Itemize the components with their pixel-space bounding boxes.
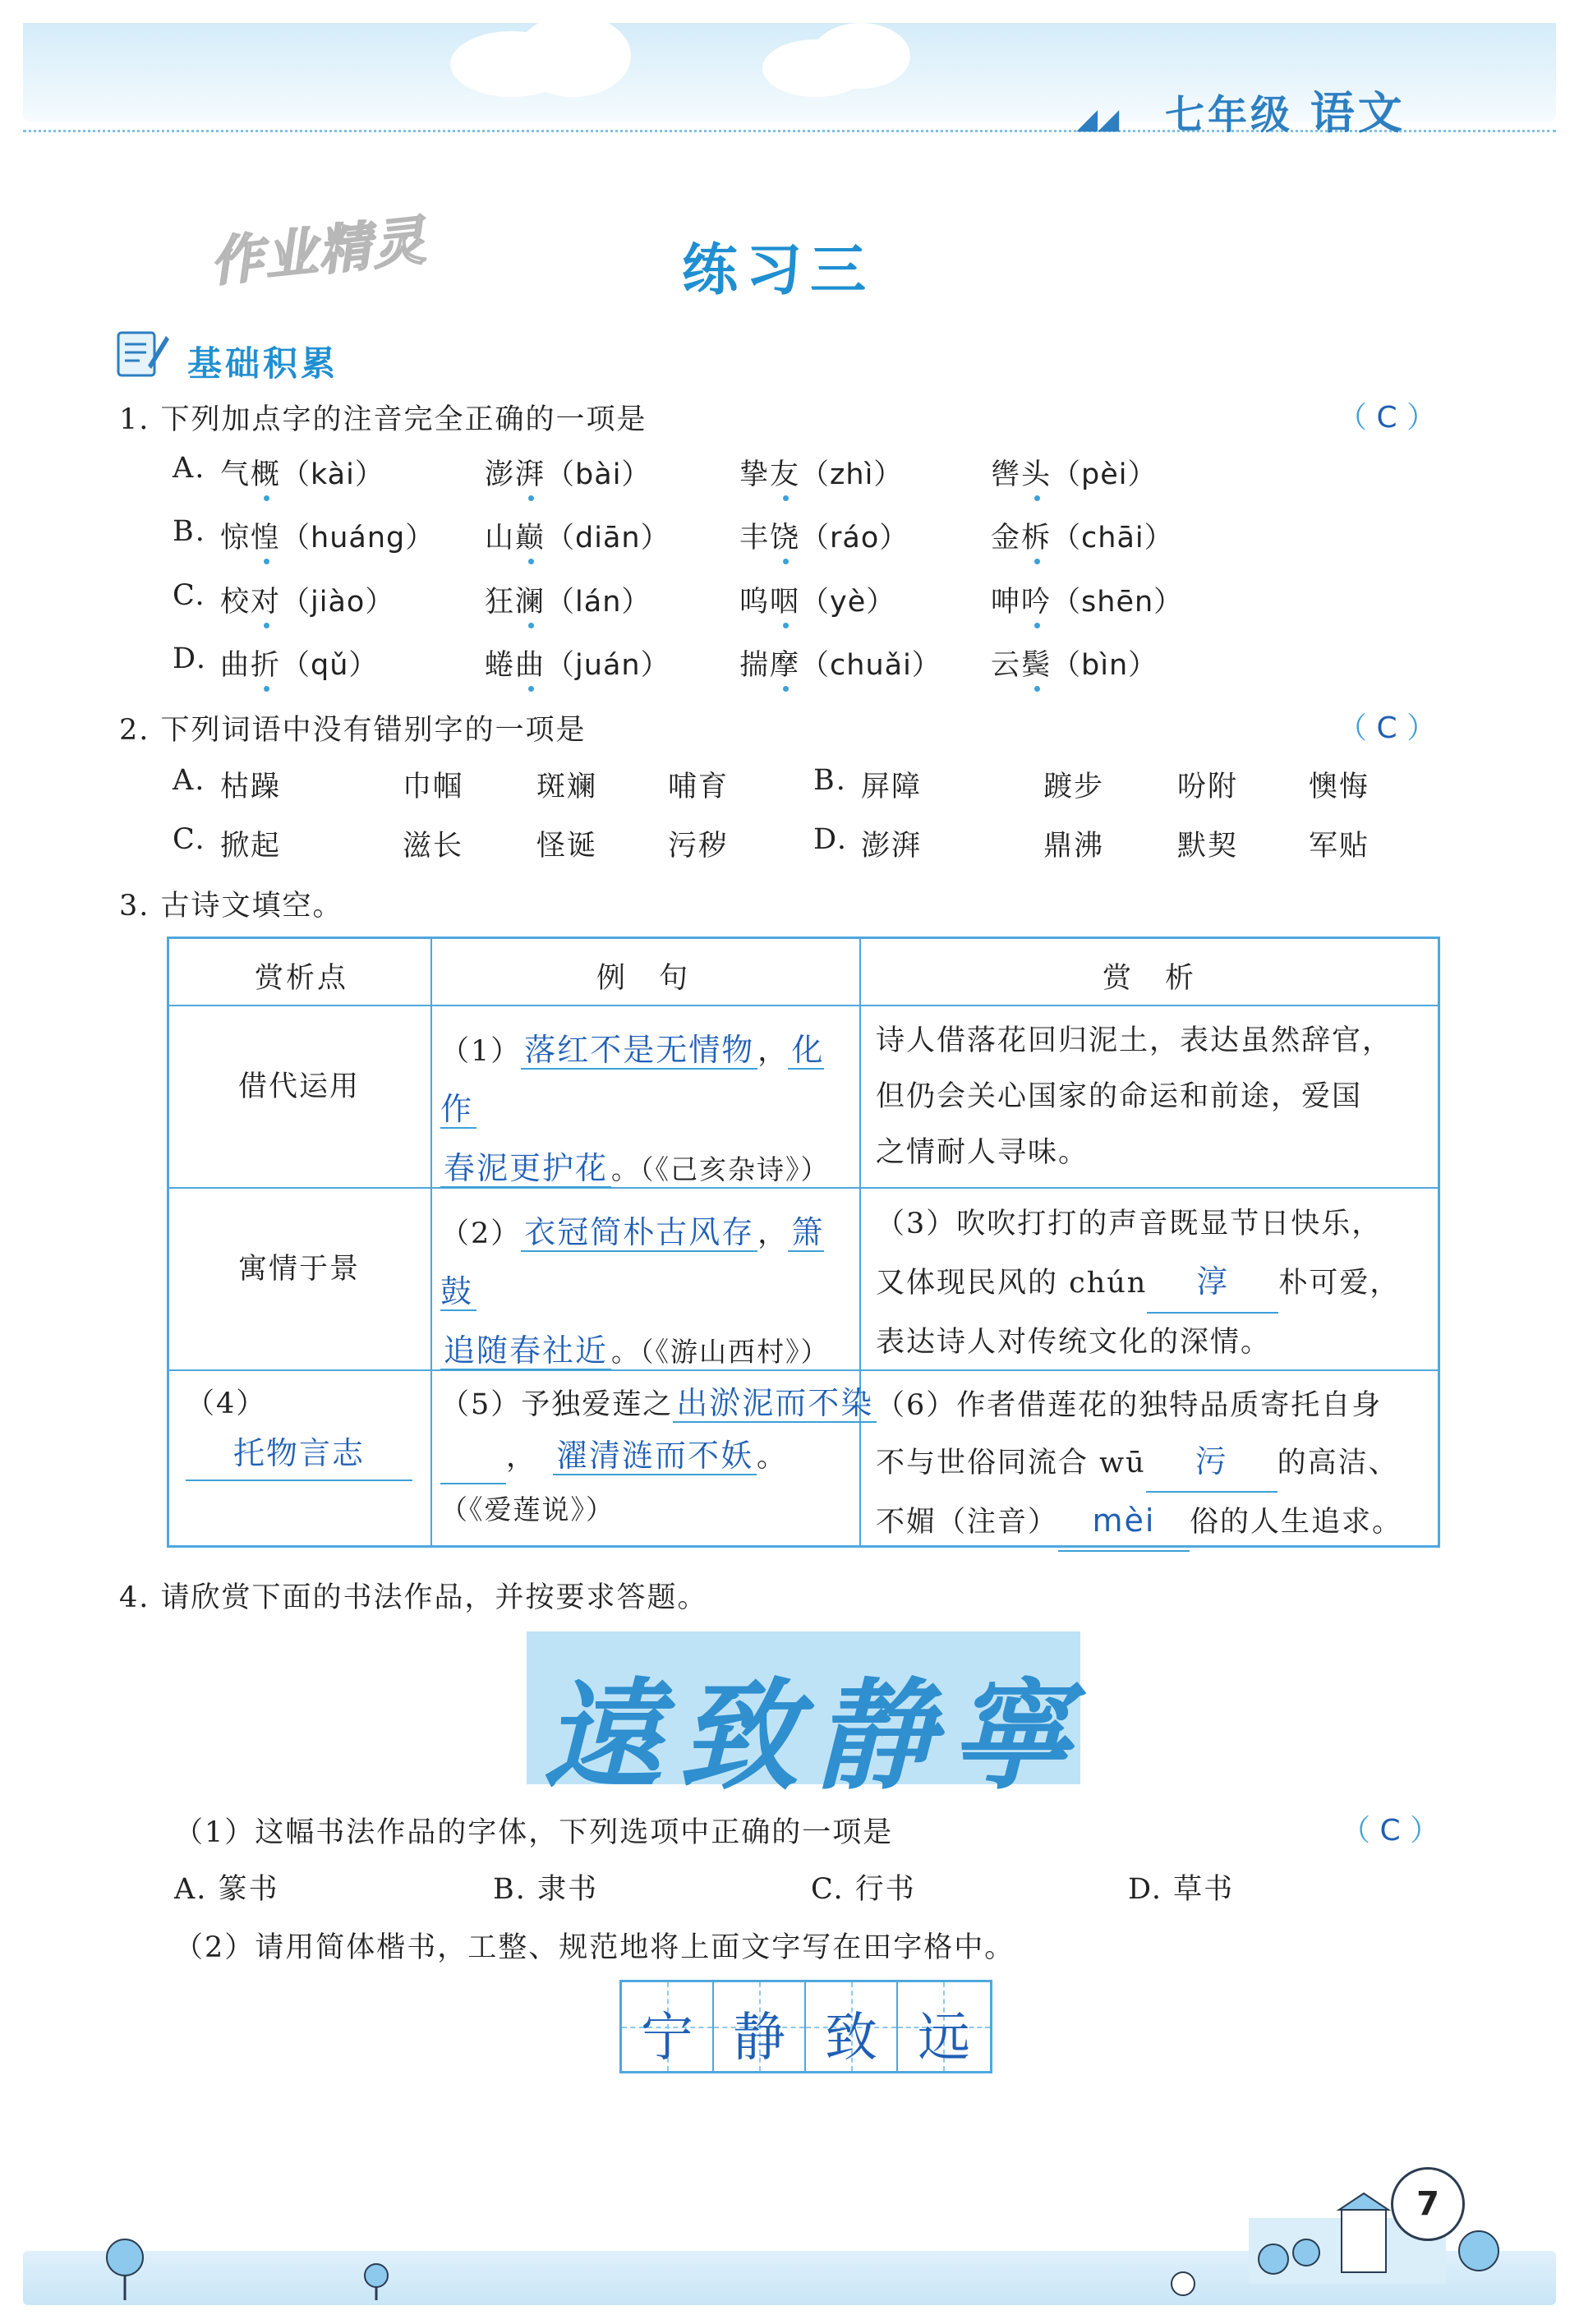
row2-prefix: （2） xyxy=(440,1217,522,1250)
row1-prefix: （1） xyxy=(440,1035,522,1068)
q2-answer: C xyxy=(1376,711,1397,745)
row3-analysis-line1: （6）作者借莲花的独特品质寄托自身 xyxy=(876,1389,1383,1422)
row3-fill-mei: mèi xyxy=(1092,1503,1156,1539)
row2-analysis-line3: 表达诗人对传统文化的深情。 xyxy=(876,1326,1272,1359)
q4-sub1-answer-box: （ C ） xyxy=(1341,1814,1440,1848)
grade-text: 七年级 xyxy=(1165,92,1294,138)
q4-sub1-option-c: C. 行书 xyxy=(811,1873,916,1906)
q1-word: 呻吟 xyxy=(991,586,1052,619)
footer-scenery-illustration xyxy=(82,2185,1561,2308)
row2-source: 。（《游山西村》） xyxy=(611,1336,830,1368)
row2-analysis-2a: 又体现民风的 chún xyxy=(876,1267,1148,1300)
row3-point-prefix: （4） xyxy=(186,1387,267,1420)
row1-analysis-line1: 诗人借落花回归泥土，表达虽然辞官， xyxy=(876,1024,1393,1057)
q1-option-item xyxy=(220,452,384,493)
q1-pinyin: （lán） xyxy=(546,586,651,619)
row1-fill1: 落红不是无情物 xyxy=(521,1032,757,1070)
q1-option-item xyxy=(739,579,895,620)
q1-word: 金柝 xyxy=(991,522,1052,555)
row1-point: 借代运用 xyxy=(238,1070,361,1103)
q2-option-label: C. xyxy=(173,823,206,856)
q1-word: 揣摩 xyxy=(739,649,801,682)
q1-option-item xyxy=(991,515,1174,556)
row1-fill2a: 化作 xyxy=(440,1032,825,1127)
q2-option-word: 枯躁 xyxy=(220,771,282,803)
notebook-pen-icon xyxy=(115,324,171,380)
q1-word: 呜咽 xyxy=(739,586,801,619)
q1-pinyin: （kài） xyxy=(281,458,384,491)
q1-word: 惊惶 xyxy=(220,522,282,555)
row2-fill2b: 追随春社近 xyxy=(440,1332,611,1370)
row3-analysis-2a: 不与世俗同流合 wū xyxy=(876,1447,1146,1480)
row3-source: （《爱莲说》） xyxy=(440,1493,615,1526)
q2-option-word: 踱步 xyxy=(1043,771,1105,803)
row2-analysis-line2 xyxy=(876,1253,1400,1314)
row3-analysis-line3 xyxy=(876,1493,1402,1552)
q1-option-item xyxy=(485,642,670,683)
q2-option-word: 哺育 xyxy=(668,771,730,803)
q2-option-word: 斑斓 xyxy=(536,771,598,803)
q2-option-word: 巾帼 xyxy=(403,771,464,803)
grid-char-4: 远 xyxy=(918,2008,970,2069)
grid-char-2: 静 xyxy=(733,2008,785,2069)
q2-answer-box: （ C ） xyxy=(1337,711,1437,745)
q4-sub1-option-a: A. 篆书 xyxy=(174,1873,279,1906)
q2-option-word: 吩附 xyxy=(1177,771,1239,803)
row3-analysis-line2 xyxy=(876,1434,1402,1493)
q1-word: 曲折 xyxy=(220,649,282,682)
q2-option-label: D. xyxy=(813,823,848,856)
table-header-analysis: 赏 析 xyxy=(1103,962,1197,995)
q1-option-item xyxy=(485,515,670,556)
q1-pinyin: （shēn） xyxy=(1052,586,1184,619)
q1-pinyin: （diān） xyxy=(546,522,670,555)
q1-pinyin: （bài） xyxy=(546,458,651,491)
row2-analysis-line1: （3）吹吹打打的声音既显节日快乐， xyxy=(876,1208,1383,1240)
q2-option-word: 怪诞 xyxy=(536,830,598,863)
row2-analysis xyxy=(876,1195,1400,1371)
calligraphy-char-3: 静 xyxy=(814,1666,934,1806)
q1-option-item xyxy=(485,452,651,493)
q2-option-label: B. xyxy=(813,764,847,797)
q2-option-word: 军贴 xyxy=(1309,830,1370,863)
q2-option-word: 滋长 xyxy=(403,830,464,863)
calligraphy-artwork xyxy=(527,1631,1080,1806)
grid-cell xyxy=(806,1982,898,2071)
row2-analysis-2c: 朴可爱， xyxy=(1278,1267,1401,1300)
q1-option-item xyxy=(220,515,435,556)
page-number: 7 xyxy=(1391,2167,1465,2241)
calligraphy-char-2: 致 xyxy=(679,1666,799,1806)
calligraphy-char-4: 寧 xyxy=(950,1666,1070,1806)
q1-pinyin: （pèi） xyxy=(1052,458,1158,491)
row3-fill1: 出淤泥而不染 xyxy=(673,1385,877,1423)
q1-answer: C xyxy=(1376,401,1397,435)
q1-word: 云鬓 xyxy=(991,649,1052,682)
q1-word: 山巅 xyxy=(485,522,546,555)
q1-pinyin: （chāi） xyxy=(1052,522,1174,555)
q4-sub1-option-d: D. 草书 xyxy=(1128,1873,1235,1906)
row2-fill2a: 箫鼓 xyxy=(440,1214,825,1309)
q1-option-label: D. xyxy=(173,642,207,675)
grid-char-1: 宁 xyxy=(641,2008,693,2069)
q1-answer-box: （ C ） xyxy=(1337,401,1437,435)
q1-option-item xyxy=(739,452,903,493)
q1-pinyin: （zhì） xyxy=(800,458,904,491)
page-title: 练习三 xyxy=(682,238,875,303)
q1-pinyin: （juán） xyxy=(546,649,670,682)
q1-word: 狂澜 xyxy=(485,586,546,619)
q1-word: 辔头 xyxy=(991,458,1052,491)
q1-word: 挚友 xyxy=(739,458,801,491)
q2-option-word: 澎湃 xyxy=(861,830,923,863)
section-title: 基础积累 xyxy=(187,343,339,384)
row2-point: 寓情于景 xyxy=(238,1253,361,1286)
row3-sentence: （5）予独爱莲之 出淤泥而不染 ， 濯清涟而不妖 。 （《爱莲说》） xyxy=(440,1378,859,1535)
row2-fill-chun: 淳 xyxy=(1196,1263,1230,1300)
q2-option-word: 默契 xyxy=(1177,830,1239,863)
q1-word: 澎湃 xyxy=(485,458,546,491)
q1-option-item xyxy=(739,515,909,556)
row3-fill-wu: 污 xyxy=(1195,1443,1228,1480)
q1-option-item xyxy=(991,452,1158,493)
q4-stem: 4. 请欣赏下面的书法作品，并按要求答题。 xyxy=(119,1581,708,1614)
q1-option-item xyxy=(485,579,651,620)
poem-table xyxy=(167,937,1440,1548)
calligraphy-char-1: 遠 xyxy=(543,1666,663,1806)
q1-option-label: C. xyxy=(173,579,206,612)
q2-option-word: 鼎沸 xyxy=(1043,830,1105,863)
row3-analysis xyxy=(876,1378,1402,1552)
row3-point-fill: 托物言志 xyxy=(232,1435,365,1471)
row1-analysis xyxy=(876,1013,1393,1180)
row1-source: 。（《己亥杂诗》） xyxy=(611,1153,830,1185)
q2-option-word: 掀起 xyxy=(220,830,282,863)
q1-option-item xyxy=(220,579,394,620)
row3-point xyxy=(186,1379,412,1481)
subject-text: 语文 xyxy=(1310,87,1406,139)
q2-option-word: 懊悔 xyxy=(1309,771,1370,803)
q1-word: 丰饶 xyxy=(739,522,801,555)
q1-pinyin: （huáng） xyxy=(281,522,435,555)
row2-fill1: 衣冠简朴古风存 xyxy=(521,1214,757,1252)
q1-pinyin: （qǔ） xyxy=(281,649,379,682)
row3-analysis-2c: 的高洁、 xyxy=(1277,1447,1399,1480)
q4-sub1-stem: （1）这幅书法作品的字体，下列选项中正确的一项是 xyxy=(174,1816,894,1849)
q1-option-item xyxy=(739,642,941,683)
q1-option-label: A. xyxy=(173,452,206,485)
watermark-logo: 作业精灵 xyxy=(207,210,430,294)
row1-fill2b: 春泥更护花 xyxy=(440,1150,611,1188)
grid-cell xyxy=(714,1982,806,2071)
q1-pinyin: （bìn） xyxy=(1052,649,1158,682)
row3-prefix: （5）予独爱莲之 xyxy=(440,1388,674,1421)
row3-analysis-3a: 不媚（注音） xyxy=(876,1506,1059,1539)
table-header-point: 赏析点 xyxy=(255,962,349,995)
q2-option-word: 污秽 xyxy=(668,830,730,863)
q1-option-item xyxy=(220,642,378,683)
q4-sub2-stem: （2）请用简体楷书，工整、规范地将上面文字写在田字格中。 xyxy=(174,1931,1015,1964)
q4-sub1-option-b: B. 隶书 xyxy=(493,1873,598,1906)
row2-sentence: （2） 衣冠简朴古风存 ， 箫鼓 追随春社近 。（《游山西村》） xyxy=(440,1214,830,1369)
q1-pinyin: （ráo） xyxy=(800,522,909,555)
q1-pinyin: （chuǎi） xyxy=(800,649,941,682)
q2-option-word: 屏障 xyxy=(861,771,923,803)
q2-option-label: A. xyxy=(173,764,206,797)
arrow-icon: ◢◢ xyxy=(1076,103,1120,136)
grid-char-3: 致 xyxy=(825,2008,877,2069)
row3-fill2: 濯清涟而不妖 xyxy=(553,1438,757,1475)
q1-word: 蜷曲 xyxy=(485,649,546,682)
grade-subject-label xyxy=(1165,78,1406,141)
q4-sub1-answer: C xyxy=(1379,1814,1401,1848)
q2-stem: 2. 下列词语中没有错别字的一项是 xyxy=(119,714,587,747)
grid-cell xyxy=(622,1982,714,2071)
tianzige-grid xyxy=(619,1980,992,2073)
q1-pinyin: （yè） xyxy=(800,586,896,619)
q1-option-item xyxy=(991,579,1183,620)
q1-word: 气概 xyxy=(220,458,282,491)
q1-option-item xyxy=(991,642,1158,683)
q1-pinyin: （jiào） xyxy=(281,586,395,619)
row3-analysis-3c: 俗的人生追求。 xyxy=(1190,1506,1403,1539)
q1-word: 校对 xyxy=(220,586,282,619)
q3-stem: 3. 古诗文填空。 xyxy=(119,890,343,923)
row1-sentence: （1） 落红不是无情物 ， 化作 春泥更护花 。（《己亥杂诗》） xyxy=(440,1032,830,1186)
q1-stem: 1. 下列加点字的注音完全正确的一项是 xyxy=(119,403,647,436)
row1-analysis-line3: 之情耐人寻味。 xyxy=(876,1136,1089,1169)
table-header-sentence: 例 句 xyxy=(596,962,691,995)
q1-option-label: B. xyxy=(173,515,206,548)
row1-analysis-line2: 但仍会关心国家的命运和前途，爱国 xyxy=(876,1080,1363,1113)
grid-cell xyxy=(898,1982,990,2071)
